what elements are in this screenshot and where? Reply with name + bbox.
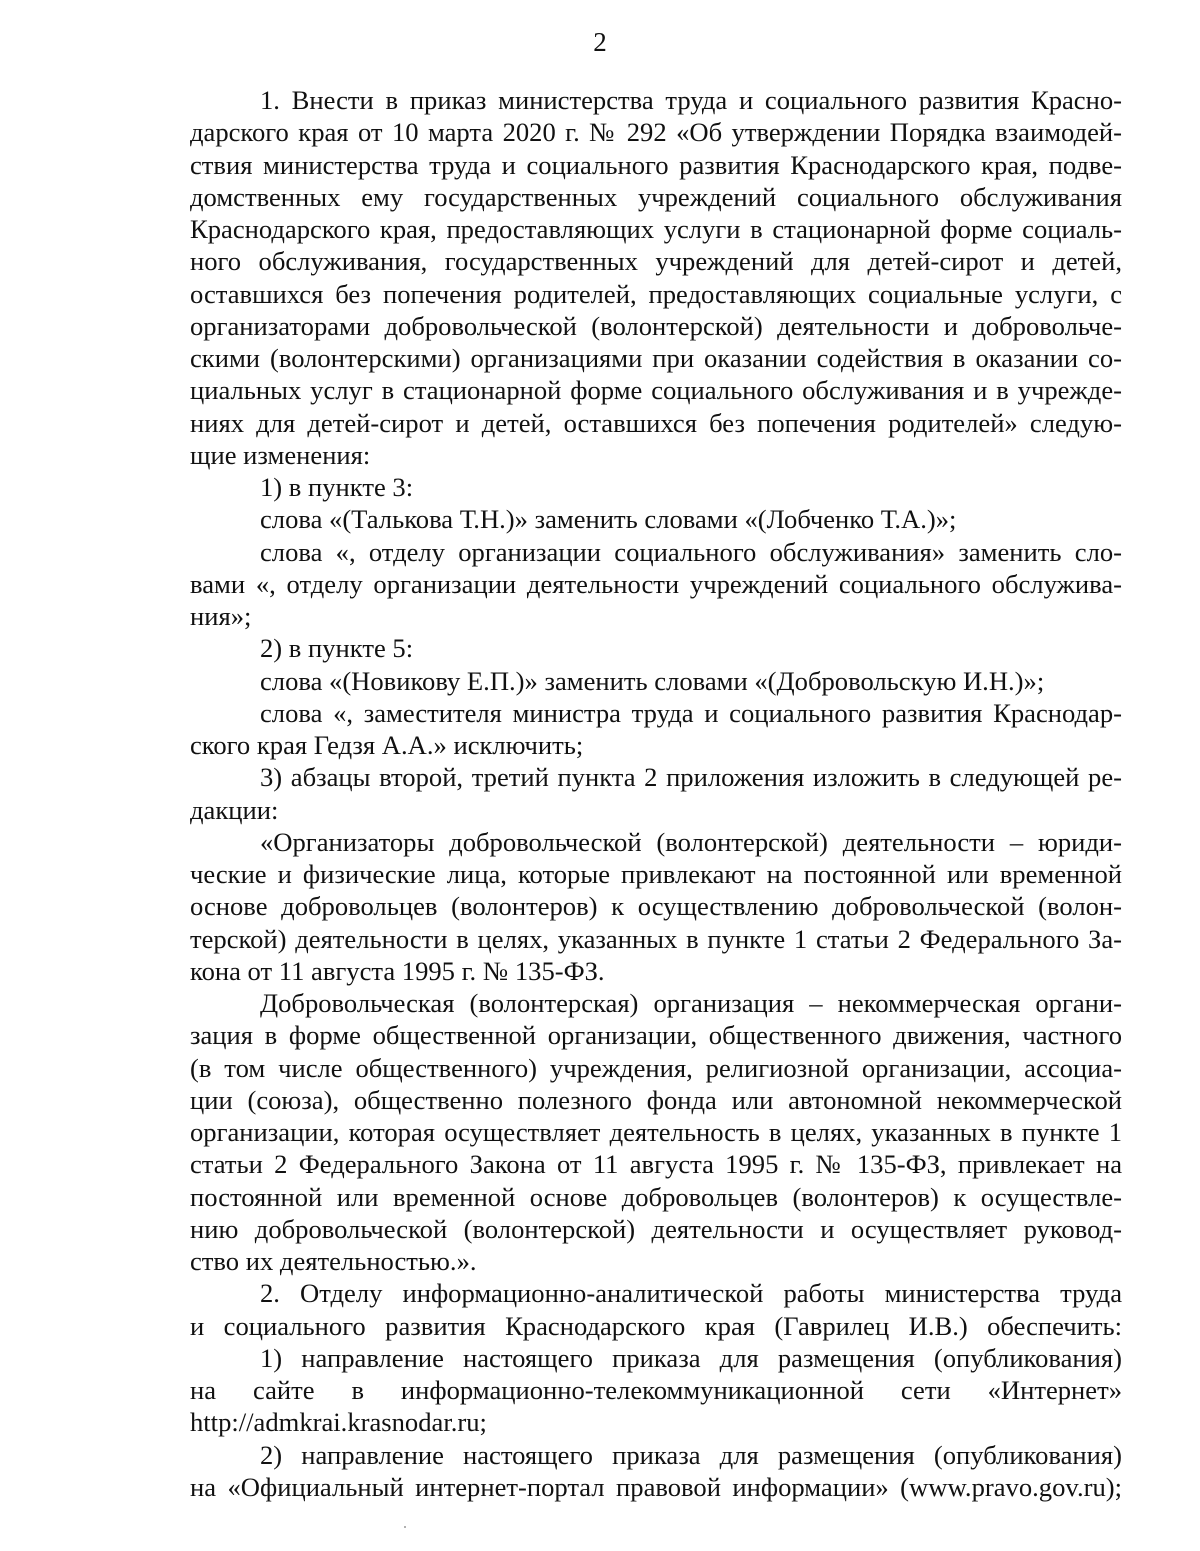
text-line: Добровольческая (волонтерская) организация – некоммерческая органи- xyxy=(260,988,1122,1018)
text-line: 3) абзацы второй, третий пункта 2 приложения изложить в следующей ре- xyxy=(260,762,1122,793)
document-body xyxy=(190,84,1122,1503)
text-line: вами «, отделу организации деятельности учреждений социального обслужива- xyxy=(190,568,1122,599)
text-line: ния»; xyxy=(190,601,252,631)
text-line: 2. Отделу информационно-аналитической работы министерства труда xyxy=(260,1278,1122,1309)
text-line: ного обслуживания, государственных учреждений для детей-сирот и детей, xyxy=(190,246,1122,277)
text-line: постоянной или временной основе добровольцев (волонтеров) к осуществле- xyxy=(190,1181,1122,1212)
text-line: ство их деятельностью.». xyxy=(190,1246,477,1276)
text-line: ции (союза), общественно полезного фонда или автономной некоммерческой xyxy=(190,1084,1122,1115)
text-line: зация в форме общественной организации, общественного движения, частного xyxy=(190,1020,1122,1051)
text-line: слова «(Новикову Е.П.)» заменить словами «(Добровольскую И.Н.)»; xyxy=(260,665,1045,696)
text-line: терской) деятельности в целях, указанных в пункте 1 статьи 2 Федерального За- xyxy=(190,923,1122,954)
text-line: организации, которая осуществляет деятельность в целях, указанных в пункте 1 xyxy=(190,1117,1122,1147)
text-line: слова «, заместителя министра труда и социального развития Краснодар- xyxy=(260,697,1122,728)
text-line: (в том числе общественного) учреждения, религиозной организации, ассоциа- xyxy=(190,1052,1122,1083)
text-line: статьи 2 Федерального Закона от 11 августа 1995 г. № 135-ФЗ, привлекает на xyxy=(190,1149,1122,1180)
text-line: 2) в пункте 5: xyxy=(260,633,414,664)
text-line: ческие и физические лица, которые привлекают на постоянной или временной xyxy=(190,859,1122,889)
text-line: ского края Гедзя А.А.» исключить; xyxy=(190,730,584,760)
text-line: «Организаторы добровольческой (волонтерской) деятельности – юриди- xyxy=(260,826,1122,857)
text-line: ниях для детей-сирот и детей, оставшихся без попечения родителей» следую- xyxy=(190,407,1122,438)
text-line: нию добровольческой (волонтерской) деятельности и осуществляет руковод- xyxy=(190,1213,1122,1244)
text-line: слова «, отделу организации социального обслуживания» заменить сло- xyxy=(260,536,1122,567)
text-line: дакции: xyxy=(190,794,279,825)
text-line: слова «(Талькова Т.Н.)» заменить словами «(Лобченко Т.А.)»; xyxy=(260,504,957,535)
text-line: основе добровольцев (волонтеров) к осуществлению добровольческой (волон- xyxy=(190,891,1122,922)
text-line: и социального развития Краснодарского края (Гаврилец И.В.) обеспечить: xyxy=(190,1310,1122,1341)
text-line: на «Официальный интернет-портал правовой информации» (www.pravo.gov.ru); xyxy=(190,1471,1122,1502)
text-line: 1. Внести в приказ министерства труда и социального развития Красно- xyxy=(260,85,1122,115)
text-line: http://admkrai.krasnodar.ru; xyxy=(190,1407,487,1438)
text-line: дарского края от 10 марта 2020 г. № 292 «Об утверждении Порядка взаимодей- xyxy=(190,117,1122,148)
text-line: на сайте в информационно-телекоммуникационной сети «Интернет» xyxy=(190,1375,1122,1405)
text-line: 1) направление настоящего приказа для размещения (опубликования) xyxy=(260,1342,1122,1373)
text-line: кона от 11 августа 1995 г. № 135-ФЗ. xyxy=(190,955,605,986)
text-line: ствия министерства труда и социального развития Краснодарского края, подве- xyxy=(190,149,1122,180)
text-line: организаторами добровольческой (волонтерской) деятельности и добровольче- xyxy=(190,310,1122,341)
text-line: скими (волонтерскими) организациями при оказании содействия в оказании со- xyxy=(190,343,1122,373)
text-line: 2) направление настоящего приказа для размещения (опубликования) xyxy=(260,1439,1122,1470)
scan-speck xyxy=(404,1526,406,1528)
text-line: циальных услуг в стационарной форме социального обслуживания и в учрежде- xyxy=(190,375,1122,406)
text-line: Краснодарского края, предоставляющих услуги в стационарной форме социаль- xyxy=(190,214,1122,244)
page-number: 2 xyxy=(593,27,607,57)
text-line: щие изменения: xyxy=(190,439,371,470)
text-line: 1) в пункте 3: xyxy=(260,472,414,502)
text-line: домственных ему государственных учреждений социального обслуживания xyxy=(190,181,1122,212)
text-line: оставшихся без попечения родителей, предоставляющих социальные услуги, с xyxy=(190,278,1122,309)
